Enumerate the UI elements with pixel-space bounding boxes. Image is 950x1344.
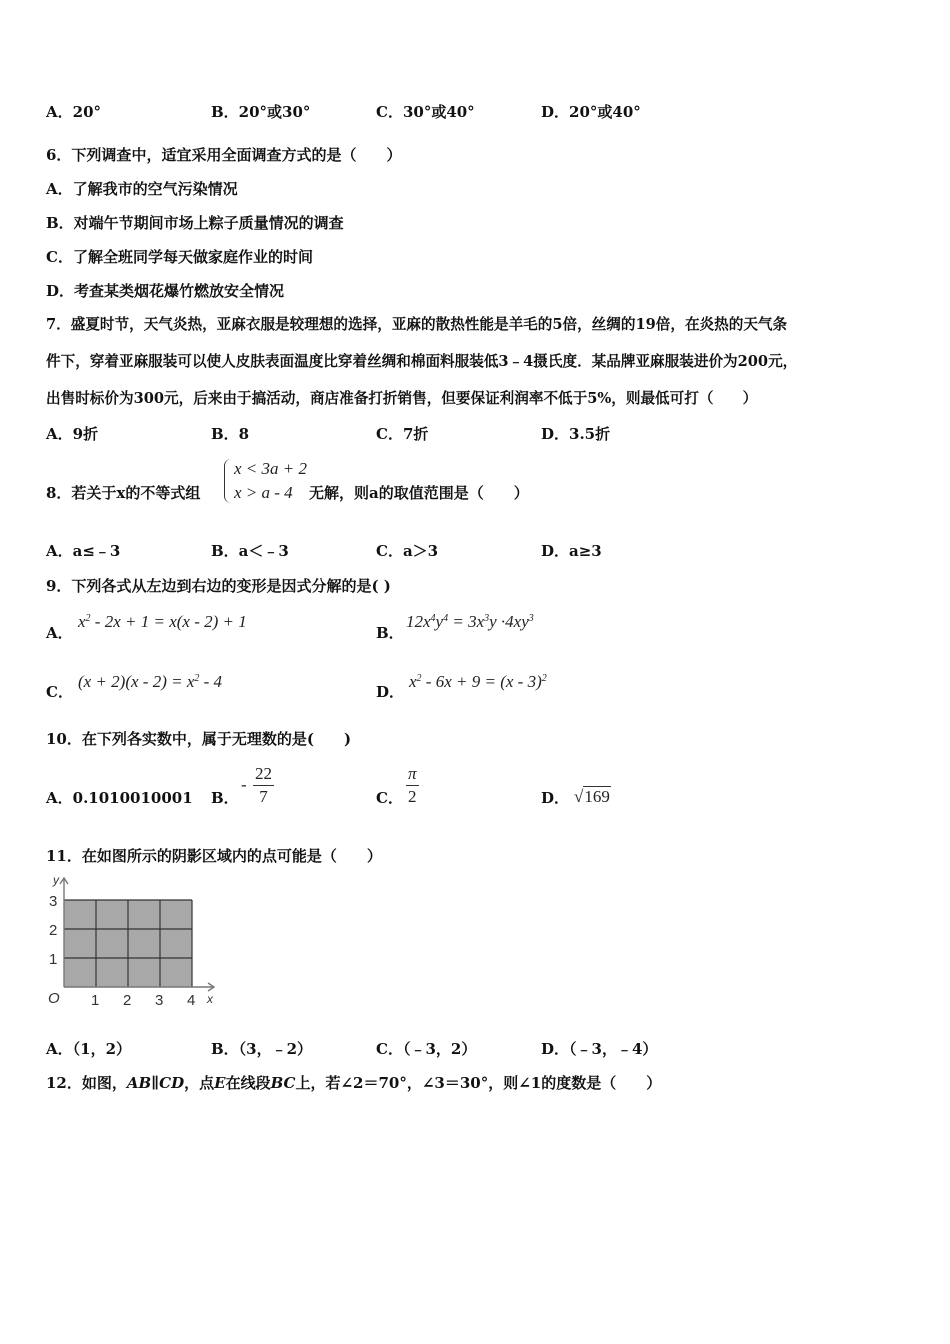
q7-stem-line3: 出售时标价为300元，后来由于搞活动，商店准备打折销售，但要保证利润率不低于5%，则最低可打（ ） [46,390,758,407]
q8-option-a: A．a≤﹣3 [46,542,121,560]
q5-option-a: A．20° [46,103,102,121]
q7-option-c: C．7折 [376,425,429,443]
origin-label: O [48,990,60,1007]
q7-option-b: B．8 [211,425,250,443]
y-tick-label: 2 [49,922,58,939]
q10-option-b-fraction [253,763,274,808]
q6-option-d: D．考查某类烟花爆竹燃放安全情况 [46,282,285,300]
y-tick-label: 3 [49,893,58,910]
q7-option-d: D．3.5折 [541,425,611,443]
q10-c-numerator: π [406,763,419,786]
q7-stem-line1: 7．盛夏时节，天气炎热，亚麻衣服是较理想的选择，亚麻的散热性能是羊毛的5倍，丝绸的19倍，在炎热的天气条 [46,316,788,333]
q12-number: 12．如图， [46,1074,127,1092]
q10-option-d-radical [574,787,611,807]
q9-option-d-label: D． [376,683,405,701]
x-tick-label: 3 [155,992,164,1008]
q10-option-b-label: B． [211,789,239,807]
q12-text-3: 上，若∠2＝70°，∠3＝30°，则∠1的度数是（ ） [295,1074,662,1092]
q12-text-1: ，点 [184,1074,215,1092]
q12-segment-ab: AB [126,1074,152,1092]
q11-option-c: C．（﹣3，2） [376,1040,477,1058]
sqrt-icon: √ [574,787,584,806]
q10-b-numerator: 22 [253,763,274,786]
q5-option-d: D．20°或40° [541,103,641,121]
q10-stem: 10．在下列各实数中，属于无理数的是( ) [46,730,352,748]
q6-stem: 6．下列调查中，适宜采用全面调查方式的是（ ） [46,146,402,164]
y-tick-label: 1 [49,951,58,968]
q10-b-denominator: 7 [259,787,268,806]
q9-stem: 9．下列各式从左边到右边的变形是因式分解的是( ) [46,577,391,595]
q8-inequality-system [234,457,307,505]
q12-parallel-symbol: ∥ [151,1074,160,1092]
q10-option-a: A．0.1010010001 [46,789,193,807]
q8-stem-suffix: 无解，则a的取值范围是（ ） [309,484,529,502]
q12-text-2: 在线段 [225,1074,271,1092]
y-axis-label: y [53,873,59,887]
q7-stem-line2: 件下，穿着亚麻服装可以使人皮肤表面温度比穿着丝绸和棉面料服装低3﹣4摄氏度．某品牌亚麻服装进价为200元， [46,353,798,370]
q7-option-a: A．9折 [46,425,99,443]
brace-icon [224,459,231,503]
x-tick-label: 4 [187,992,196,1008]
q8-inequality-1: x < 3a + 2 [234,459,307,478]
q5-option-c: C．30°或40° [376,103,475,121]
q10-option-c-fraction [406,763,419,808]
q9-option-a-label: A． [46,624,73,642]
q9-option-b-label: B． [376,624,404,642]
q6-option-a: A．了解我市的空气污染情况 [46,180,238,198]
q8-option-c: C．a＞3 [376,542,439,560]
q9-option-b-formula: $12x^4y^4 = 3x^3y \cdot 4xy^3$ [406,612,534,631]
x-axis-label: x [207,992,213,1006]
q8-option-b: B．a＜﹣3 [211,542,289,560]
q12-segment-bc: BC [270,1074,296,1092]
q11-option-b: B．（3，﹣2） [211,1040,313,1058]
q12-segment-cd: CD [159,1074,185,1092]
q12-stem [46,1073,661,1093]
q12-point-e: E [214,1074,226,1092]
q11-stem: 11．在如图所示的阴影区域内的点可能是（ ） [46,847,382,865]
q8-option-d: D．a≥3 [541,542,602,560]
q6-option-b: B．对端午节期间市场上粽子质量情况的调查 [46,214,344,232]
x-tick-label: 1 [91,992,100,1008]
q11-coordinate-figure [44,872,220,1008]
q10-d-radicand: 169 [584,787,610,806]
x-tick-label: 2 [123,992,132,1008]
q10-option-d-label: D． [541,789,570,807]
q9-option-d-formula: $x^2 - 6x + 9 = (x - 3)^2$ [409,672,547,691]
q9-option-a-formula: $x^2 - 2x + 1 = x(x - 2) + 1$ [78,612,247,631]
q9-option-c-formula: $(x + 2)(x - 2) = x^2 - 4$ [78,672,223,691]
q10-option-b-sign: - [241,775,247,794]
q6-option-c: C．了解全班同学每天做家庭作业的时间 [46,248,313,266]
q11-option-d: D．（﹣3，﹣4） [541,1040,658,1058]
q11-option-a: A．（1，2） [46,1040,132,1058]
q10-option-c-label: C． [376,789,403,807]
q8-stem-prefix: 8．若关于x的不等式组 [46,484,201,502]
q10-c-denominator: 2 [408,787,417,806]
q9-option-c-label: C． [46,683,73,701]
q8-inequality-2: x > a - 4 [234,483,293,502]
q5-option-b: B．20°或30° [211,103,311,121]
